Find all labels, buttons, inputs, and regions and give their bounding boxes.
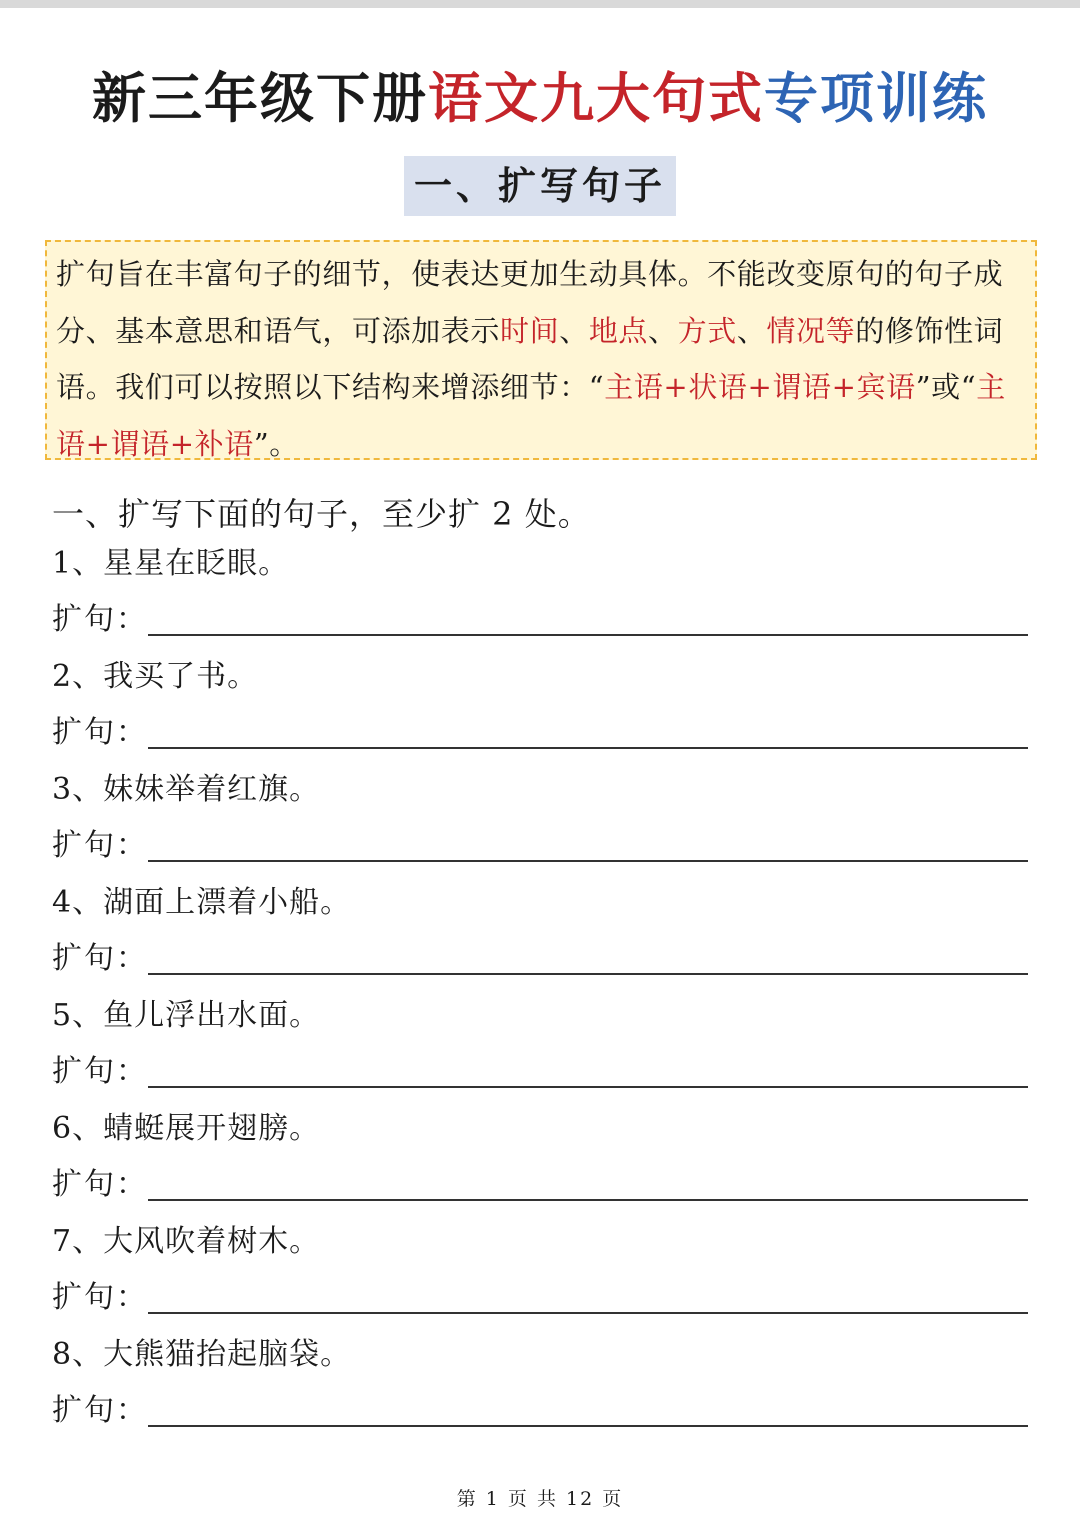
answer-row-6 <box>52 1163 1028 1211</box>
answer-label: 扩句： <box>52 715 148 750</box>
intro-keyword-place: 地点 <box>588 313 649 348</box>
question-2: 2、我买了书。 <box>52 659 259 694</box>
answer-label: 扩句： <box>52 828 148 863</box>
title-part-subject: 语文九大句式 <box>428 66 764 130</box>
intro-text: ”。 <box>253 426 299 461</box>
page-footer: 第 1 页 共 12 页 <box>456 1488 624 1510</box>
answer-label: 扩句： <box>52 1280 148 1315</box>
question-7: 7、大风吹着树木。 <box>52 1224 321 1259</box>
answer-row-2 <box>52 711 1028 759</box>
intro-text: 、 <box>559 313 589 348</box>
answer-label: 扩句： <box>52 1393 148 1428</box>
answer-label: 扩句： <box>52 1054 148 1089</box>
intro-keyword-manner: 方式 <box>677 313 737 348</box>
answer-row-1 <box>52 598 1028 646</box>
answer-label: 扩句： <box>52 1167 148 1202</box>
answer-line-4[interactable] <box>148 973 1028 975</box>
intro-text: 、 <box>736 313 767 348</box>
page-title <box>0 62 1080 134</box>
answer-row-4 <box>52 937 1028 985</box>
answer-row-8 <box>52 1389 1028 1437</box>
answer-label: 扩句： <box>52 941 148 976</box>
title-part-training: 专项训练 <box>764 66 988 130</box>
question-4: 4、湖面上漂着小船。 <box>52 885 352 920</box>
question-3: 3、妹妹举着红旗。 <box>52 772 321 807</box>
intro-text: 的修饰性词语。我们可以按照以下结构来增添细节：“ <box>56 313 1004 404</box>
intro-text: ”或“ <box>915 370 977 404</box>
answer-row-3 <box>52 824 1028 872</box>
intro-keyword-situation: 情况等 <box>766 313 856 348</box>
answer-label: 扩句： <box>52 602 148 637</box>
answer-line-6[interactable] <box>148 1199 1028 1201</box>
question-5: 5、鱼儿浮出水面。 <box>52 998 321 1033</box>
answer-line-7[interactable] <box>148 1312 1028 1314</box>
title-part-grade: 新三年级下册 <box>92 66 428 130</box>
intro-text: 、 <box>648 313 678 348</box>
answer-line-3[interactable] <box>148 860 1028 862</box>
intro-structure-1: 主语+状语+谓语+宾语 <box>604 370 916 404</box>
answer-line-2[interactable] <box>148 747 1028 749</box>
section-title: 一、扩写句子 <box>404 156 676 216</box>
answer-line-1[interactable] <box>148 634 1028 636</box>
intro-box <box>45 240 1037 460</box>
intro-text: 扩句旨在丰富句子的细节，使表达更加生动具体。不能改变原句的句子成分、基本意思和语气，可添加表示 <box>56 257 1004 348</box>
answer-row-7 <box>52 1276 1028 1324</box>
exercise-instruction: 一、扩写下面的句子，至少扩 2 处。 <box>52 495 591 533</box>
intro-structure-2: 主语+谓语+补语 <box>56 370 1006 461</box>
question-6: 6、蜻蜓展开翅膀。 <box>52 1111 321 1146</box>
intro-keyword-time: 时间 <box>500 313 560 348</box>
answer-line-8[interactable] <box>148 1425 1028 1427</box>
question-8: 8、大熊猫抬起脑袋。 <box>52 1337 352 1372</box>
question-1: 1、星星在眨眼。 <box>52 546 290 581</box>
section-header <box>0 156 1080 216</box>
answer-row-5 <box>52 1050 1028 1098</box>
answer-line-5[interactable] <box>148 1086 1028 1088</box>
top-strip <box>0 0 1080 8</box>
